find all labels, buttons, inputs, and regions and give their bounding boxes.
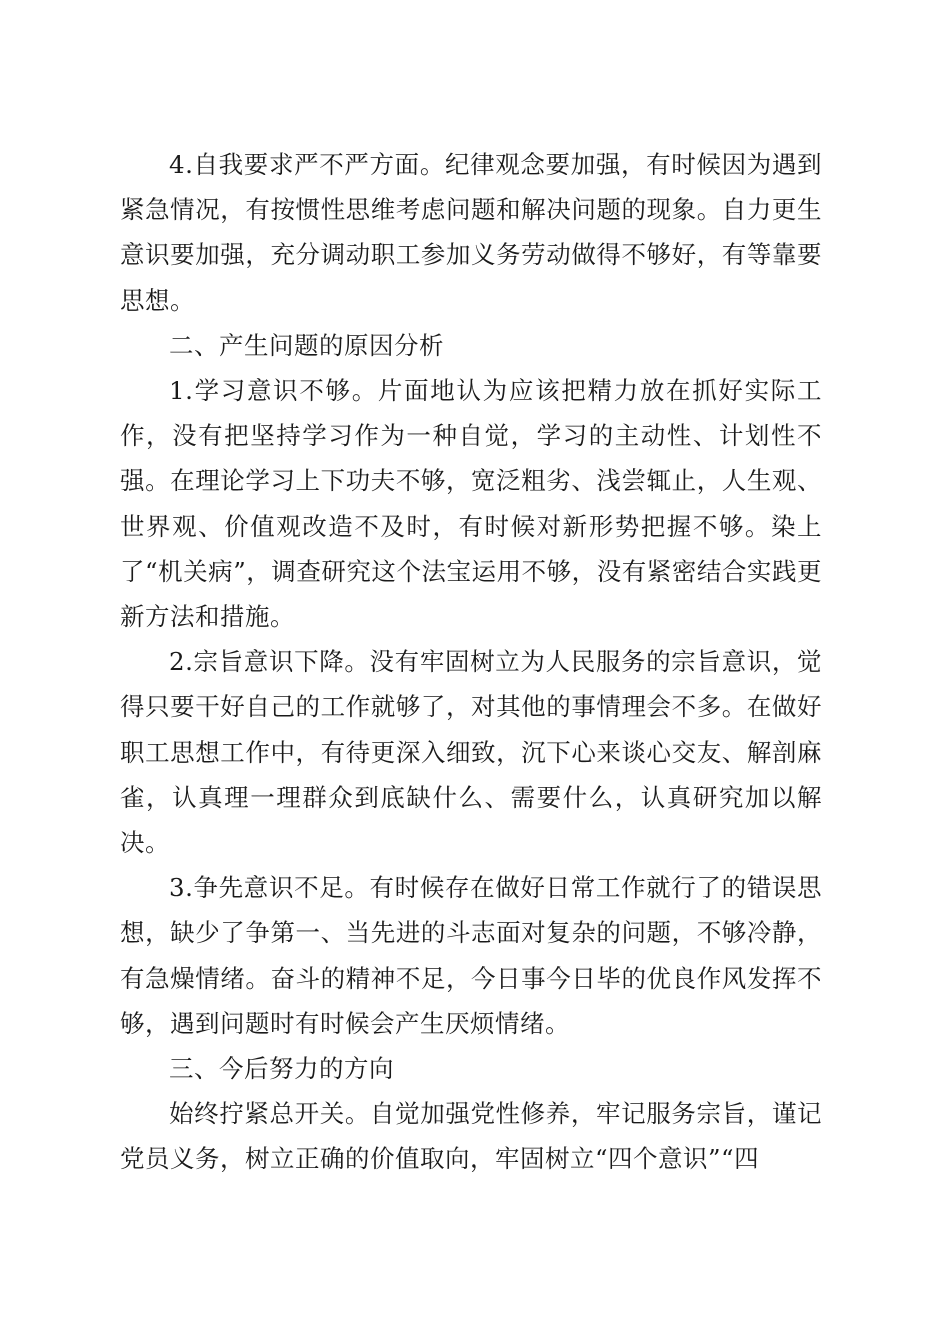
paragraph-cause-competition: 3.争先意识不足。有时候存在做好日常工作就行了的错误思想，缺少了争第一、当先进的斗志面对复杂的问题，不够冷静，有急燥情绪。奋斗的精神不足，今日事今日毕的优良作风发挥不够，遇到问题时有时候会产生厌烦情绪。 xyxy=(120,873,822,1038)
paragraph-self-discipline: 4.自我要求严不严方面。纪律观念要加强，有时候因为遇到紧急情况，有按惯性思维考虑问题和解决问题的现象。自力更生意识要加强，充分调动职工参加义务劳动做得不够好，有等靠要思想。 xyxy=(120,150,822,315)
section-heading-direction: 三、今后努力的方向 xyxy=(169,1054,394,1084)
section-heading-causes: 二、产生问题的原因分析 xyxy=(169,330,444,360)
paragraph-direction-master-switch: 始终拧紧总开关。自觉加强党性修养，牢记服务宗旨，谨记党员义务，树立正确的价值取向，牢固树立“四个意识”“四 xyxy=(120,1099,822,1174)
paragraph-cause-learning: 1.学习意识不够。片面地认为应该把精力放在抓好实际工作，没有把坚持学习作为一种自觉，学习的主动性、计划性不强。在理论学习上下功夫不够，宽泛粗劣、浅尝辄止，人生观、世界观、价值观改造不及时，有时候对新形势把握不够。染上了“机关病”，调查研究这个法宝运用不够，没有紧密结合实践更新方法和措施。 xyxy=(120,376,822,632)
paragraph-cause-purpose: 2.宗旨意识下降。没有牢固树立为人民服务的宗旨意识，觉得只要干好自己的工作就够了，对其他的事情理会不多。在做好职工思想工作中，有待更深入细致，沉下心来谈心交友、解剖麻雀，认真理一理群众到底缺什么、需要什么，认真研究加以解决。 xyxy=(120,647,822,858)
